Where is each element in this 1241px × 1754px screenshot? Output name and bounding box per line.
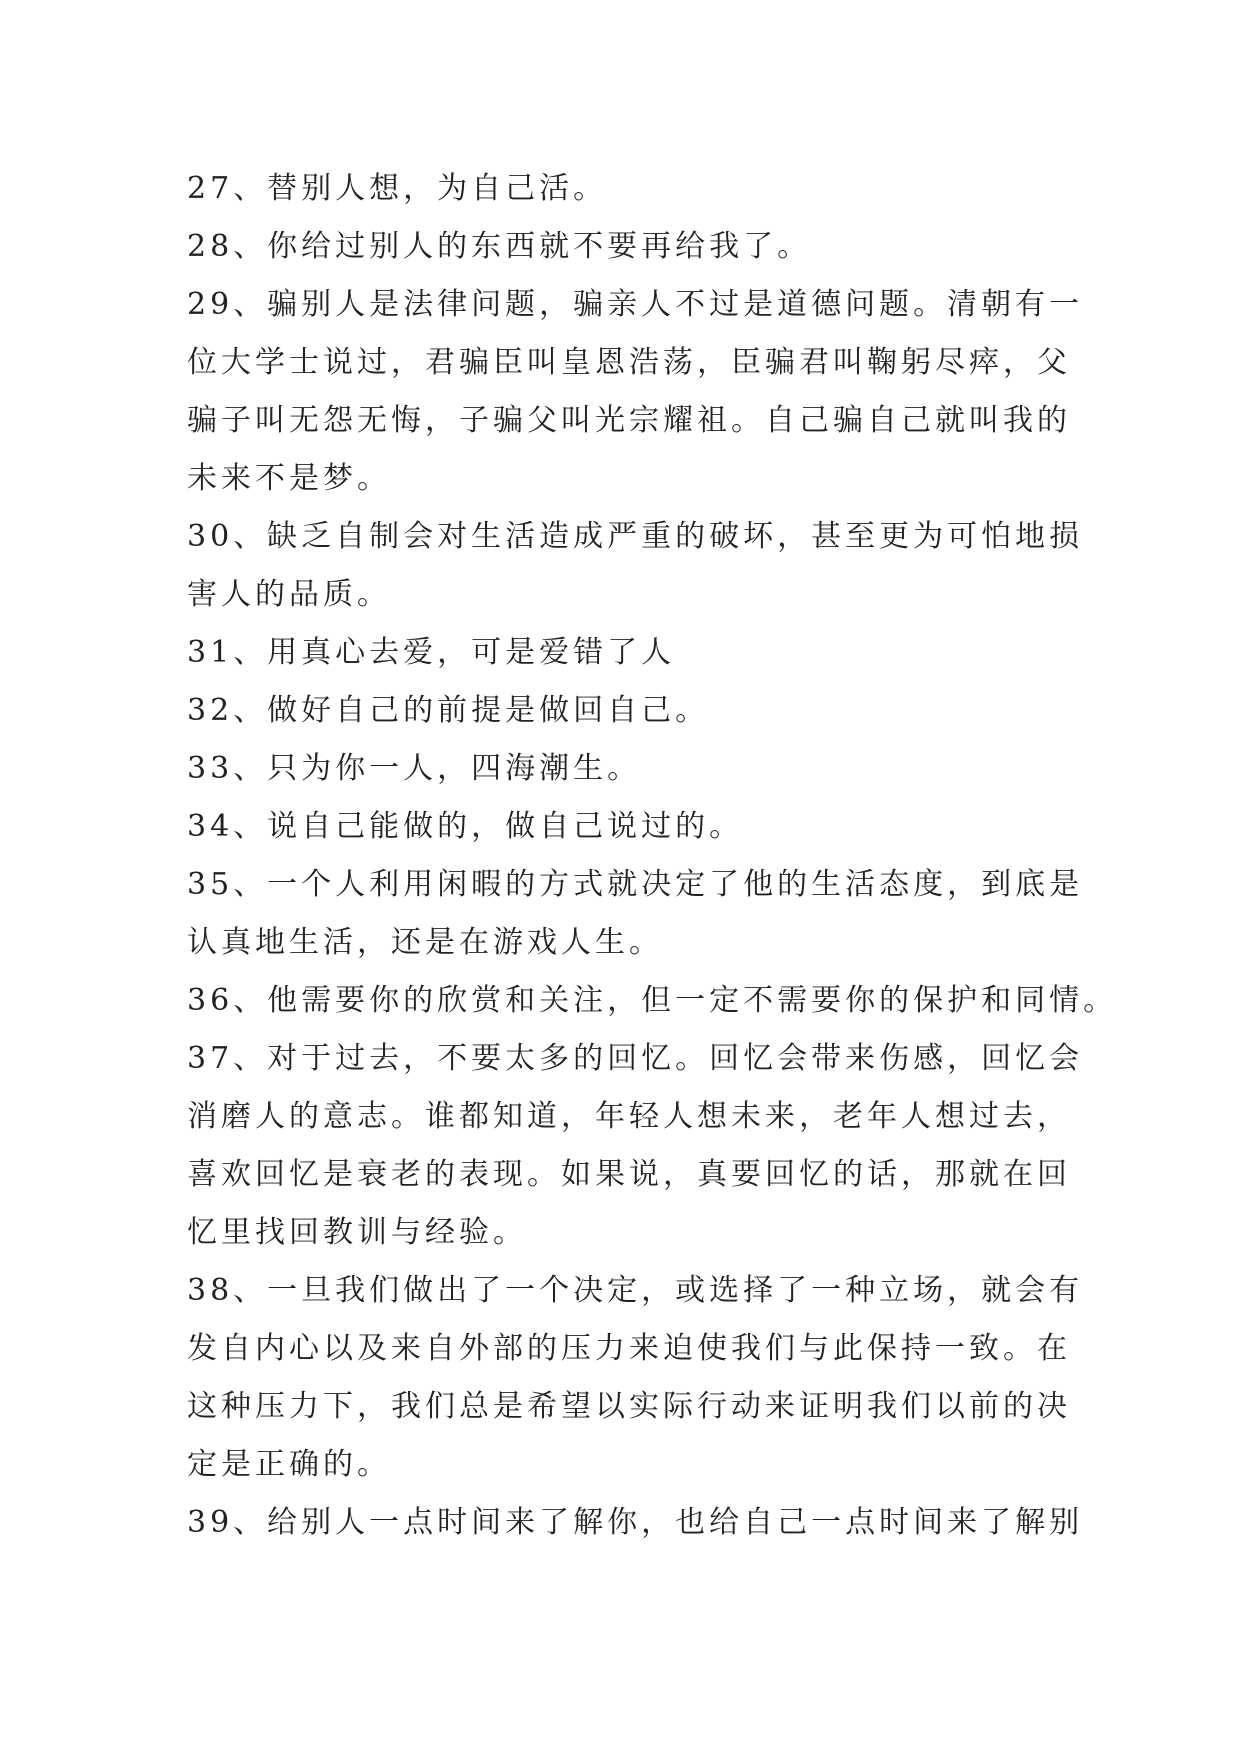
text-line: 害人的品质。 — [187, 577, 391, 612]
text-line: 定是正确的。 — [187, 1447, 391, 1482]
text-line: 31、用真心去爱，可是爱错了人 — [187, 635, 676, 670]
text-line: 忆里找回教训与经验。 — [187, 1215, 527, 1250]
text-line: 34、说自己能做的，做自己说过的。 — [187, 809, 744, 844]
text-line: 33、只为你一人，四海潮生。 — [187, 751, 642, 786]
text-line: 位大学士说过，君骗臣叫皇恩浩荡，臣骗君叫鞠躬尽瘁，父 — [187, 345, 1071, 380]
text-line: 36、他需要你的欣赏和关注，但一定不需要你的保护和同情。 — [187, 983, 1118, 1018]
text-line: 30、缺乏自制会对生活造成严重的破坏，甚至更为可怕地损 — [187, 519, 1084, 554]
text-line: 骗子叫无怨无悔，子骗父叫光宗耀祖。自己骗自己就叫我的 — [187, 403, 1071, 438]
document-body — [187, 160, 1118, 1552]
text-line: 发自内心以及来自外部的压力来迫使我们与此保持一致。在 — [187, 1331, 1071, 1366]
text-line: 喜欢回忆是衰老的表现。如果说，真要回忆的话，那就在回 — [187, 1157, 1071, 1192]
text-line: 这种压力下，我们总是希望以实际行动来证明我们以前的决 — [187, 1389, 1071, 1424]
text-line: 未来不是梦。 — [187, 461, 391, 496]
text-line: 38、一旦我们做出了一个决定，或选择了一种立场，就会有 — [187, 1273, 1084, 1308]
text-line: 28、你给过别人的东西就不要再给我了。 — [187, 229, 812, 264]
text-line: 39、给别人一点时间来了解你，也给自己一点时间来了解别 — [187, 1505, 1084, 1540]
text-line: 35、一个人利用闲暇的方式就决定了他的生活态度，到底是 — [187, 867, 1084, 902]
text-line: 29、骗别人是法律问题，骗亲人不过是道德问题。清朝有一 — [187, 287, 1084, 322]
text-line: 37、对于过去，不要太多的回忆。回忆会带来伤感，回忆会 — [187, 1041, 1084, 1076]
text-line: 32、做好自己的前提是做回自己。 — [187, 693, 710, 728]
text-line: 消磨人的意志。谁都知道，年轻人想未来，老年人想过去， — [187, 1099, 1071, 1134]
text-line: 认真地生活，还是在游戏人生。 — [187, 925, 663, 960]
text-line: 27、替别人想，为自己活。 — [187, 171, 608, 206]
